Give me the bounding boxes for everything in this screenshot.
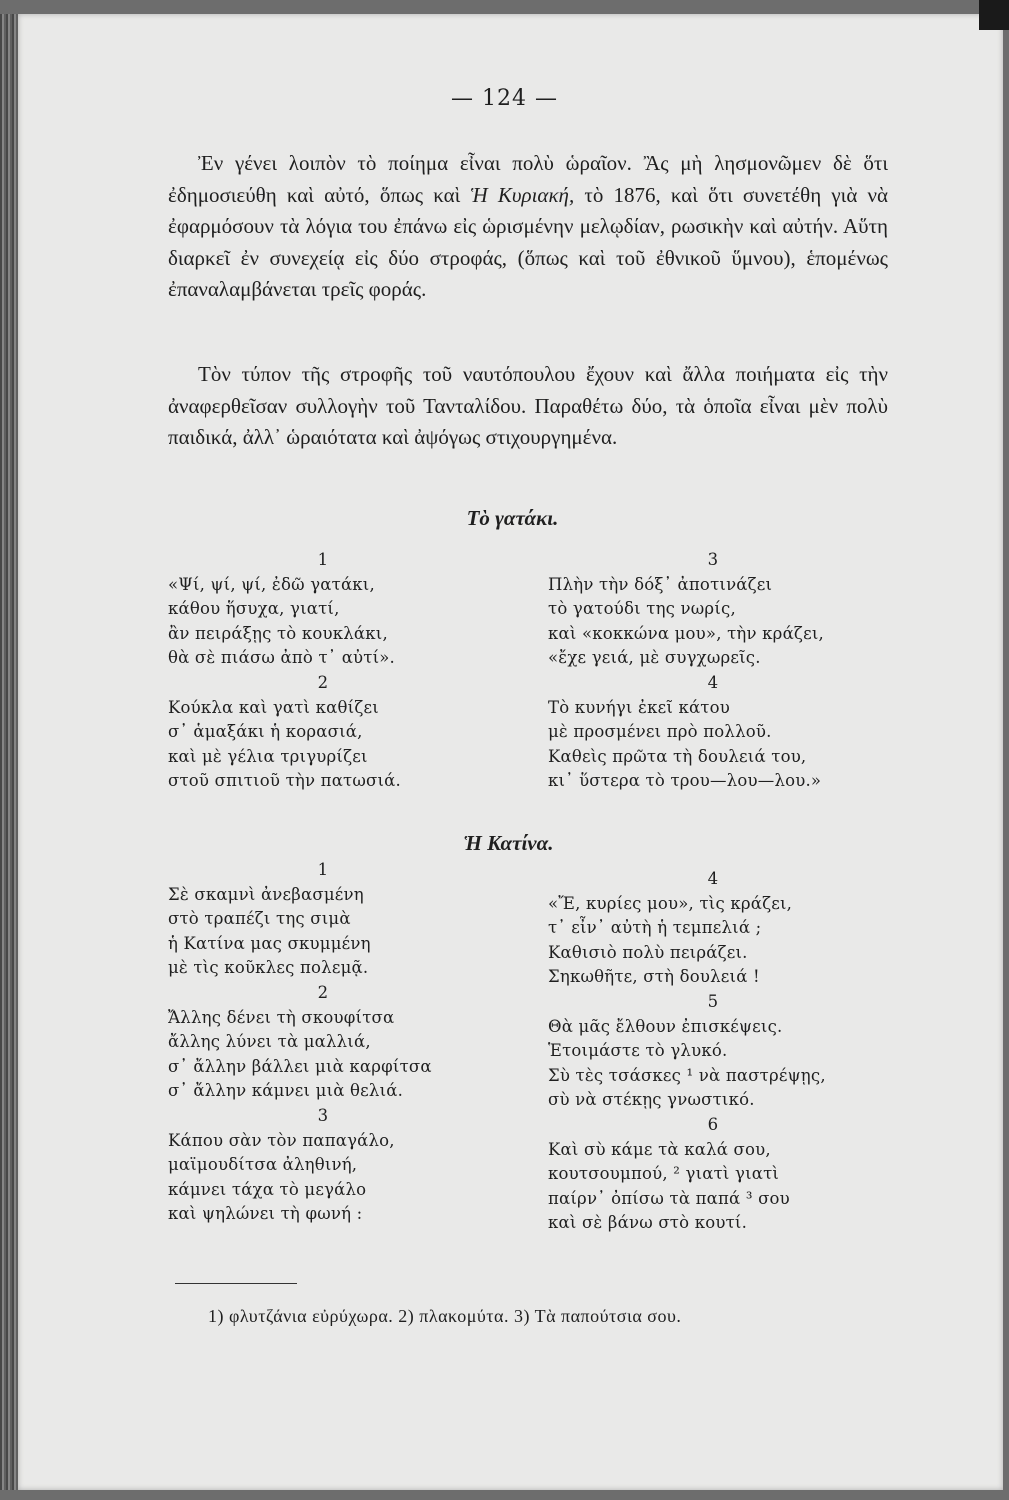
- stanza-number: 1: [317, 860, 329, 879]
- verse-line: στοῦ σπιτιοῦ τὴν πατωσιά.: [168, 771, 401, 791]
- verse-line: καὶ μὲ γέλια τριγυρίζει: [168, 746, 368, 766]
- verse-line: μαϊμουδίτσα ἀληθινή,: [168, 1155, 358, 1175]
- poem-2-left-column: [168, 858, 498, 1227]
- page-number: — 124 —: [451, 86, 558, 111]
- verse-line: σὺ νὰ στέκῃς γνωστικό.: [548, 1090, 755, 1110]
- verse-line: μὲ προσμένει πρὸ πολλοῦ.: [548, 722, 772, 742]
- poem-1-right-column: [548, 548, 893, 794]
- verse-line: «Ἔ, κυρίες μου», τὶς κράζει,: [548, 893, 793, 913]
- verse-line: παίρν᾽ ὀπίσω τὰ παπά ³ σου: [548, 1188, 790, 1208]
- stanza-number: 5: [707, 991, 719, 1011]
- verse-line: Σὺ τὲς τσάσκες ¹ νὰ παστρέψῃς,: [548, 1065, 826, 1085]
- verse-line: κουτσουμπού, ² γιατὶ γιατὶ: [548, 1164, 780, 1184]
- footnote-rule: [175, 1283, 297, 1284]
- footnote: 1) φλυτζάνια εὐρύχωρα. 2) πλακομύτα. 3) Τὰ παπούτσια σου.: [208, 1306, 682, 1326]
- verse-line: σ᾽ ἁμαξάκι ἡ κορασιά,: [168, 722, 363, 742]
- paragraph-2: [168, 359, 888, 454]
- verse-line: Ἑτοιμάστε τὸ γλυκό.: [548, 1041, 728, 1061]
- stanza-number: 1: [317, 550, 329, 569]
- verse-line: μὲ τὶς κοῦκλες πολεμᾷ.: [168, 958, 369, 978]
- paragraph-1-text-b: τὸ 1876, καὶ ὅτι συνετέθη γιὰ νὰ ἐφαρμόσουν τὰ λόγια του ἐπάνω εἰς ὡρισμένην μελῳδίαν, ρωσικὴν καὶ αὐτήν. Αὕτη διαρκεῖ ἐν συνεχείᾳ εἰς δύο στροφάς, (ὅπως καὶ τοῦ ἐθνικοῦ ὕμνου), ἑπομένως ἐπαναλαμβάνεται τρεῖς φοράς.: [168, 182, 888, 301]
- stanza-number: 3: [317, 1105, 329, 1125]
- stanza-number: 6: [707, 1114, 719, 1134]
- paragraph-2-text: Τὸν τύπον τῆς στροφῆς τοῦ ναυτόπουλου ἔχουν καὶ ἄλλα ποιήματα εἰς τὴν ἀναφερθεῖσαν συλλογὴν τοῦ Τανταλίδου. Παραθέτω δύο, τὰ ὁποῖα εἶναι μὲν πολὺ παιδικά, ἀλλ᾽ ὡραιότατα καὶ ἀψόγως στιχουργημένα.: [168, 362, 888, 449]
- verse-line: Τὸ κυνήγι ἐκεῖ κάτου: [548, 697, 730, 717]
- verse-line: Πλὴν τὴν δόξ᾽ ἀποτινάζει: [548, 574, 773, 594]
- verse-line: Σηκωθῆτε, στὴ δουλειά !: [548, 967, 760, 987]
- verse-line: θὰ σὲ πιάσω ἀπὸ τ᾽ αὐτί».: [168, 648, 396, 668]
- verse-line: καὶ σὲ βάνω στὸ κουτί.: [548, 1213, 748, 1233]
- verse-line: «ἔχε γειά, μὲ συγχωρεῖς.: [548, 648, 761, 668]
- poem-2-right-column: [548, 867, 893, 1236]
- verse-line: Σὲ σκαμνὶ ἀνεβασμένη: [168, 884, 364, 904]
- poem-1-left-column: [168, 548, 498, 794]
- stanza-number: 2: [317, 982, 329, 1002]
- paragraph-1: [168, 148, 888, 306]
- verse-line: τὸ γατούδι της νωρίς,: [548, 599, 736, 619]
- verse-line: Θὰ μᾶς ἔλθουν ἐπισκέψεις.: [548, 1016, 783, 1036]
- stanza-number: 4: [707, 672, 719, 692]
- verse-line: «Ψί, ψί, ψί, ἐδῶ γατάκι,: [168, 574, 375, 594]
- verse-line: ἡ Κατίνα μας σκυμμένη: [168, 933, 371, 953]
- verse-line: κάμνει τάχα τὸ μεγάλο: [168, 1179, 367, 1199]
- verse-line: καὶ ψηλώνει τὴ φωνή :: [168, 1204, 363, 1224]
- periodical-title: Ἡ Κυριακή,: [470, 182, 575, 207]
- verse-line: ἂν πειράξῃς τὸ κουκλάκι,: [168, 623, 388, 643]
- verse-line: σ᾽ ἄλλην κάμνει μιὰ θελιά.: [168, 1081, 404, 1101]
- stanza-number: 3: [707, 550, 719, 569]
- verse-line: καὶ «κοκκώνα μου», τὴν κράζει,: [548, 623, 824, 643]
- paragraph-1-text-a: Ἐν γένει λοιπὸν τὸ ποίημα εἶναι πολὺ ὡραῖον. Ἂς μὴ λησμονῶμεν δὲ ὅτι ἐδημοσιεύθη καὶ αὐτό, ὅπως καὶ: [168, 151, 888, 207]
- verse-line: ἄλλης λύνει τὰ μαλλιά,: [168, 1032, 371, 1052]
- verse-line: Κούκλα καὶ γατὶ καθίζει: [168, 697, 379, 717]
- verse-line: κι᾽ ὕστερα τὸ τρου—λου—λου.»: [548, 771, 822, 791]
- verse-line: τ᾽ εἶν᾽ αὐτὴ ἡ τεμπελιά ;: [548, 918, 762, 938]
- verse-line: Κάπου σὰν τὸν παπαγάλο,: [168, 1130, 395, 1150]
- verse-line: Καὶ σὺ κάμε τὰ καλά σου,: [548, 1139, 771, 1159]
- verse-line: Καθεὶς πρῶτα τὴ δουλειά του,: [548, 746, 807, 766]
- scan-corner: [979, 0, 1009, 30]
- verse-line: στὸ τραπέζι της σιμὰ: [168, 909, 351, 929]
- verse-line: Καθισιὸ πολὺ πειράζει.: [548, 942, 748, 962]
- stanza-number: 4: [707, 869, 719, 888]
- poem-1-title: Τὸ γατάκι.: [466, 506, 559, 530]
- verse-line: κάθου ἥσυχα, γιατί,: [168, 599, 340, 619]
- stanza-number: 2: [317, 672, 329, 692]
- verse-line: Ἄλλης δένει τὴ σκουφίτσα: [168, 1007, 395, 1027]
- poem-2-title: Ἡ Κατίνα.: [463, 831, 554, 855]
- verse-line: σ᾽ ἄλλην βάλλει μιὰ καρφίτσα: [168, 1056, 432, 1076]
- binding-edge: [0, 14, 20, 1490]
